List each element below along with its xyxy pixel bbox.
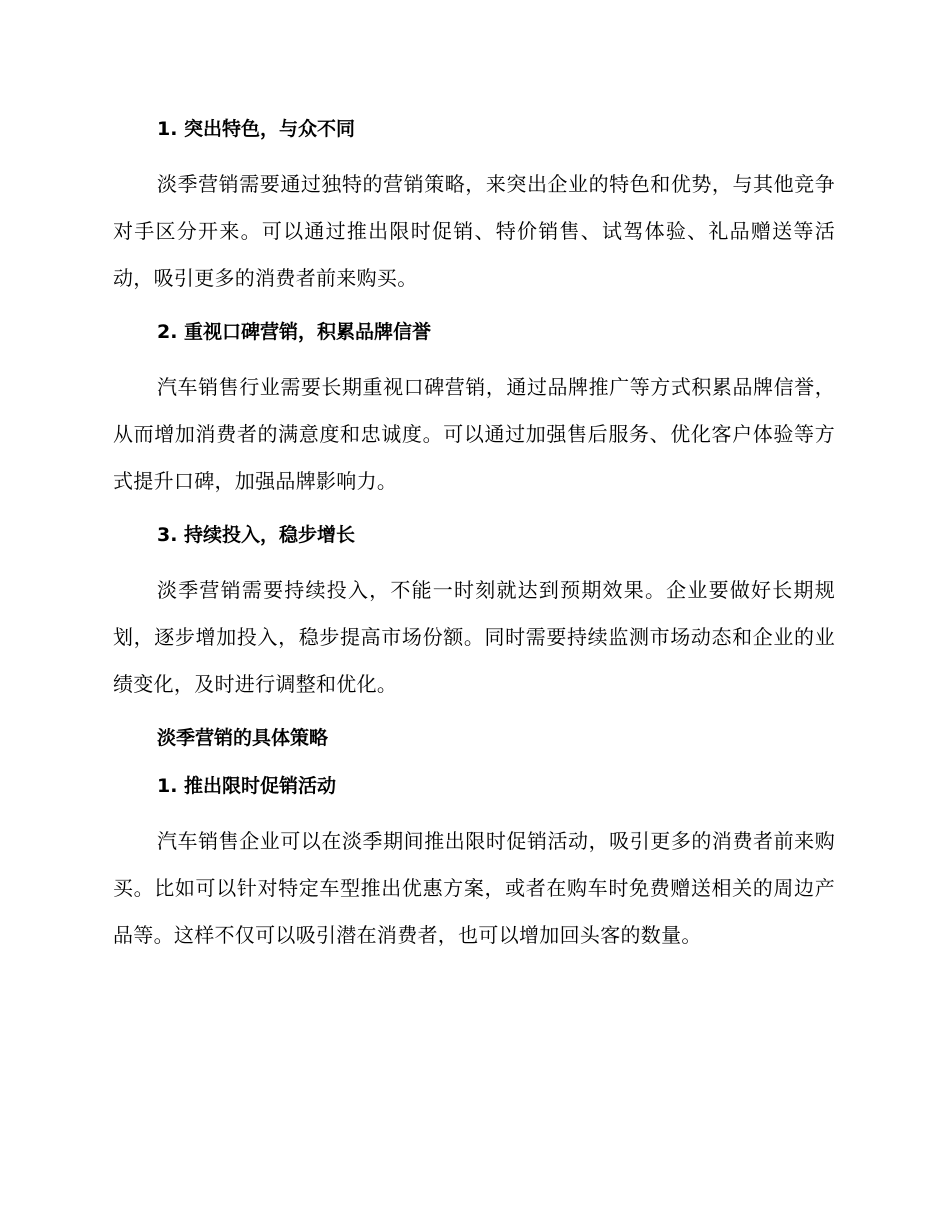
section-heading-3: 3. 持续投入，稳步增长 (157, 524, 356, 546)
subsection-heading: 1. 推出限时促销活动 (157, 775, 337, 797)
section-heading-1: 1. 突出特色，与众不同 (157, 118, 356, 140)
subsection-paragraph: 汽车销售企业可以在淡季期间推出限时促销活动，吸引更多的消费者前来购买。比如可以针对特定车型推出优惠方案，或者在购车时免费赠送相关的周边产品等。这样不仅可以吸引潜在消费者，也可以增加回头客的数量。 (113, 829, 835, 947)
section-paragraph-2: 汽车销售行业需要长期重视口碑营销，通过品牌推广等方式积累品牌信誉，从而增加消费者的满意度和忠诚度。可以通过加强售后服务、优化客户体验等方式提升口碑，加强品牌影响力。 (113, 375, 835, 493)
section-heading-2: 2. 重视口碑营销，积累品牌信誉 (157, 321, 432, 343)
subsection-title: 淡季营销的具体策略 (157, 727, 329, 749)
document-body (113, 113, 835, 959)
section-paragraph-1: 淡季营销需要通过独特的营销策略，来突出企业的特色和优势，与其他竞争对手区分开来。可以通过推出限时促销、特价销售、试驾体验、礼品赠送等活动，吸引更多的消费者前来购买。 (113, 172, 835, 290)
section-paragraph-3: 淡季营销需要持续投入，不能一时刻就达到预期效果。企业要做好长期规划，逐步增加投入，稳步提高市场份额。同时需要持续监测市场动态和企业的业绩变化，及时进行调整和优化。 (113, 578, 835, 696)
